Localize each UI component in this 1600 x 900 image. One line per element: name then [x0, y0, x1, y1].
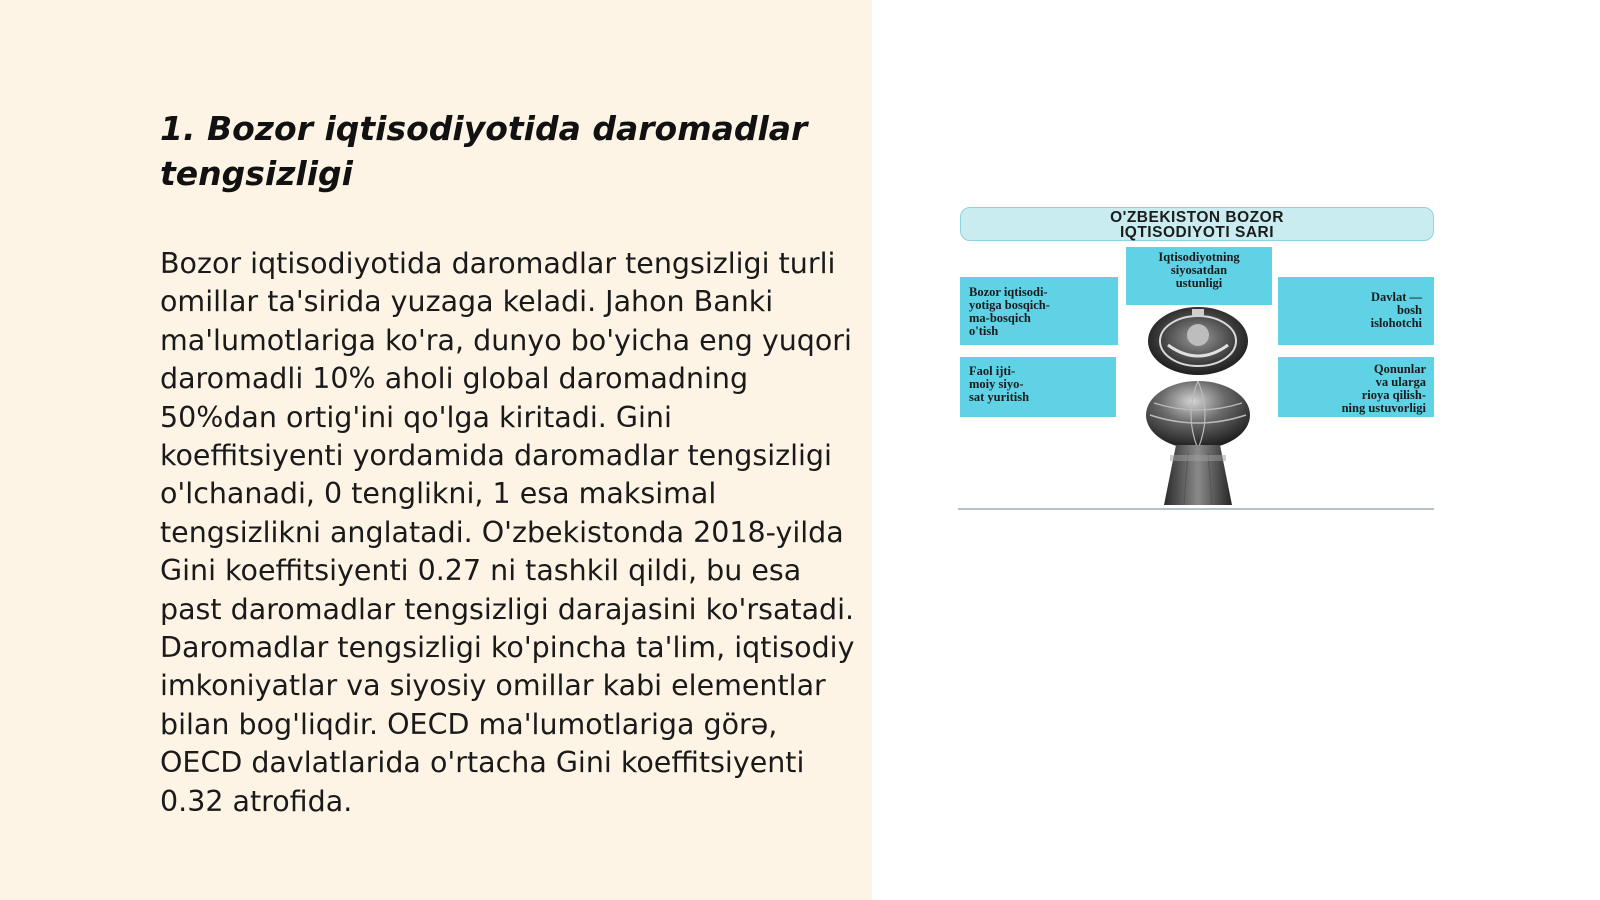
principle-box-top — [1126, 247, 1272, 305]
principle-box-top-left — [960, 277, 1118, 345]
principle-box-top-right — [1278, 277, 1434, 345]
principle-text: Qonunlar — [1373, 362, 1426, 376]
principle-text: rioya qilish- — [1361, 388, 1426, 402]
principle-text: o'tish — [969, 324, 999, 338]
diagram-header-line: O'ZBEKISTON BOZOR — [1110, 209, 1284, 226]
diagram-header — [960, 207, 1434, 241]
principle-text: ustunligi — [1175, 276, 1223, 290]
principle-text: Davlat — — [1370, 290, 1422, 304]
principle-text: ning ustuvorligi — [1341, 401, 1426, 415]
slide-body-text: Bozor iqtisodiyotida daromadlar tengsizligi turli omillar ta'sirida yuzaga keladi. Jahon Banki ma'lumotlariga ko'ra, dunyo bo'yicha eng yuqori daromadli 10% aholi global daromadning 50%dan ortig'ini qo'lga kiritadi. Gini koeffitsiyenti yordamida daromadlar tengsizligi o'lchanadi, 0 tenglikni, 1 esa maksimal tengsizlikni anglatadi. O'zbekistonda 2018-yilda Gini koeffitsiyenti 0.27 ni tashkil qildi, bu esa past daromadlar tengsizligi darajasini ko'rsatadi. Daromadlar tengsizligi ko'pincha ta'lim, iqtisodiy imkoniyatlar va siyosiy omillar kabi elementlar bilan bog'liqdir. OECD ma'lumotlariga görə, OECD davlatlarida o'rtacha Gini koeffitsiyenti 0.32 atrofida. — [160, 247, 855, 818]
principle-text: Iqtisodiyotning — [1158, 250, 1240, 264]
principle-text: bosh — [1396, 303, 1422, 317]
principle-text: yotiga bosqich- — [969, 298, 1050, 312]
principle-text: Bozor iqtisodi- — [969, 285, 1048, 299]
principle-text: siyosatdan — [1170, 263, 1228, 277]
diagram-header-line: IQTISODIYOTI SARI — [1119, 224, 1275, 241]
principle-box-bottom-right — [1278, 357, 1434, 417]
globe-icon — [1146, 381, 1250, 449]
slide-title: 1. Bozor iqtisodiyotida daromadlar tengsizligi — [160, 109, 808, 193]
diagram-baseline — [958, 508, 1434, 510]
pedestal-icon — [1164, 445, 1232, 505]
state-emblem-icon — [1148, 307, 1248, 375]
uzbekistan-market-economy-diagram — [958, 205, 1438, 515]
principle-text: sat yuritish — [969, 390, 1030, 404]
principle-text: moiy siyo- — [969, 377, 1024, 391]
monument-icon — [1118, 305, 1278, 510]
principle-text: va ularga — [1375, 375, 1426, 389]
principle-text: islohotchi — [1370, 316, 1422, 330]
principle-text: Faol ijti- — [969, 364, 1016, 378]
principle-box-bottom-left — [960, 357, 1116, 417]
principle-text: ma-bosqich — [969, 311, 1031, 325]
